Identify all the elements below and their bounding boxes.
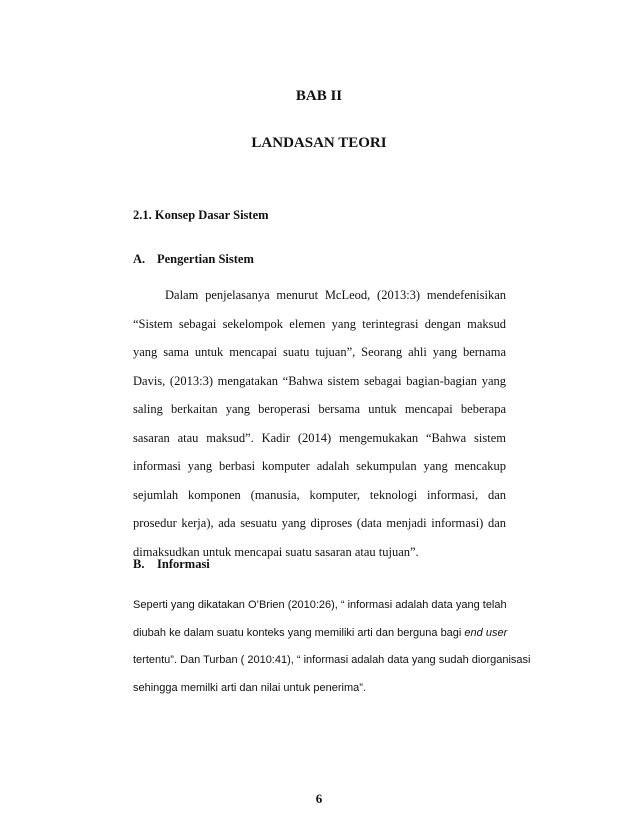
subsection-b-paragraph [133,592,533,702]
subsection-b-label: B. [133,557,145,571]
subsection-b-text-after: tertentu”. Dan Turban ( 2010:41), “ informasi adalah data yang sudah diorganisasi sehingga memilki arti dan nilai untuk penerima”. [133,654,531,694]
chapter-title: LANDASAN TEORI [251,135,387,151]
subsection-a-paragraph: Dalam penjelasanya menurut McLeod, (2013:3) mendefenisikan “Sistem sebagai sekelompok elemen yang terintegrasi dengan maksud yang sama untuk mencapai suatu tujuan”, Seorang ahli yang bernama Davis, (2013:3) mengatakan “Bahwa sistem sebagai bagian-bagian yang saling berkaitan yang beroperasi bersama untuk mencapai beberapa sasaran atau maksud”. Kadir (2014) mengemukakan “Bahwa sistem informasi yang berbasi komputer adalah sekumpulan yang mencakup sejumlah komponen (manusia, komputer, teknologi informasi, dan prosedur kerja), ada sesuatu yang diproses (data menjadi informasi) dan dimaksudkan untuk mencapai suatu sasaran atau tujuan”. [133,288,506,559]
subsection-b-heading [133,557,210,572]
section-heading: 2.1. Konsep Dasar Sistem [133,208,269,222]
page-number: 6 [315,791,323,806]
subsection-b-text-before: Seperti yang dikatakan O’Brien (2010:26), “ informasi adalah data yang telah diubah ke dalam suatu konteks yang memiliki arti dan berguna bagi [133,599,507,639]
subsection-a-heading [133,252,254,267]
chapter-number: BAB II [295,88,343,104]
end-user-emphasis: end user [464,626,508,639]
subsection-a-title: Pengertian Sistem [157,252,254,266]
subsection-b-title: Informasi [157,557,210,571]
subsection-a-label: A. [133,252,146,266]
